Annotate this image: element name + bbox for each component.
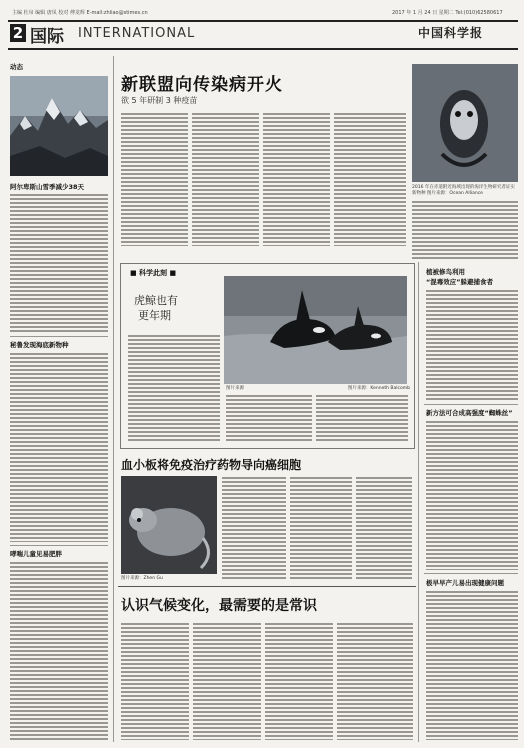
article-alps-title: 阿尔卑斯山雪季减少38天 [10, 183, 85, 191]
divider [424, 573, 518, 574]
orca-title-line-1: 虎鲸也有 [134, 294, 178, 307]
sea-creature-photo [412, 64, 518, 182]
orca-body-col-2 [226, 394, 312, 442]
section-number: 2 [10, 24, 26, 42]
orca-body-col-3 [316, 394, 408, 442]
orca-caption-left: 图片来源 [226, 386, 244, 391]
main-article-col-3 [263, 112, 330, 246]
divider [424, 404, 518, 405]
divider [118, 586, 416, 587]
section-name: 国际 [30, 27, 64, 47]
alps-photo [10, 76, 108, 176]
article-spider-silk-title: 新方法可合成高强度“蜘蛛丝” [426, 409, 513, 417]
main-article-col-5 [412, 200, 518, 260]
platelet-article-title: 血小板将免疫治疗药物导向癌细胞 [121, 458, 302, 472]
date-line: 2017 年 1 月 24 日 星期二 Tel:(010)62580617 [392, 10, 503, 16]
sea-creature-caption: 2016 年在赤道附近海域出现的海洋生物研究者证实新物种 图片来源：Ocean Alliance [412, 185, 515, 196]
divider [10, 336, 108, 337]
platelet-body-col-3 [356, 476, 412, 580]
editor-line: 主编 杜帛 编辑 唐凤 校对 傅龙辉 E-mail:zhliao@stimes.cn [12, 10, 148, 16]
divider [10, 545, 108, 546]
article-preterm-body [426, 590, 518, 740]
main-article-col-1 [121, 112, 188, 246]
article-preterm-title: 极早早产儿易出现健康问题 [426, 579, 504, 587]
platelet-body-col-2 [290, 476, 352, 580]
climate-body-col-3 [265, 622, 333, 740]
climate-body-col-1 [121, 622, 189, 740]
top-bar [0, 0, 524, 20]
climate-article-title: 认识气候变化，最需要的是常识 [121, 598, 317, 614]
orca-photo [224, 276, 407, 384]
article-asthma-body [10, 561, 108, 741]
article-alps-body [10, 193, 108, 333]
article-plant-title-line-2: “混毒效应”躲避捕食者 [426, 278, 494, 286]
orca-caption-right: 图片来源：Kenneth Balcomb [347, 386, 410, 391]
main-article-subtitle: 欲 5 年研制 3 种疫苗 [121, 96, 198, 105]
main-article-col-4 [334, 112, 406, 246]
header-rule [8, 48, 518, 50]
science-now-label: ■ 科学此刻 ■ [130, 269, 177, 277]
climate-body-col-2 [193, 622, 261, 740]
article-peru-title: 秘鲁发现海底新物种 [10, 341, 69, 349]
article-plant-body [426, 289, 518, 401]
article-plant-title-line-1: 植被修鸟利用 [426, 268, 465, 276]
main-article-title: 新联盟向传染病开火 [121, 75, 283, 95]
orca-title-line-2: 更年期 [138, 309, 171, 322]
orca-body-col-1 [128, 334, 220, 442]
platelet-body-col-1 [222, 476, 286, 580]
column-divider [418, 262, 419, 742]
column-divider [113, 56, 114, 742]
masthead-logo: 中国科学报 [418, 26, 484, 40]
mouse-photo-caption: 图片来源：Zhen Gu [121, 576, 163, 581]
section-name-english: INTERNATIONAL [78, 26, 196, 41]
top-rule [8, 20, 518, 22]
left-column-header: 动态 [10, 63, 23, 71]
main-article-col-2 [192, 112, 259, 246]
article-asthma-title: 哮喘儿童见易肥胖 [10, 550, 62, 558]
mouse-photo [121, 476, 217, 574]
article-spider-silk-body [426, 420, 518, 570]
climate-body-col-4 [337, 622, 413, 740]
article-peru-body [10, 352, 108, 542]
